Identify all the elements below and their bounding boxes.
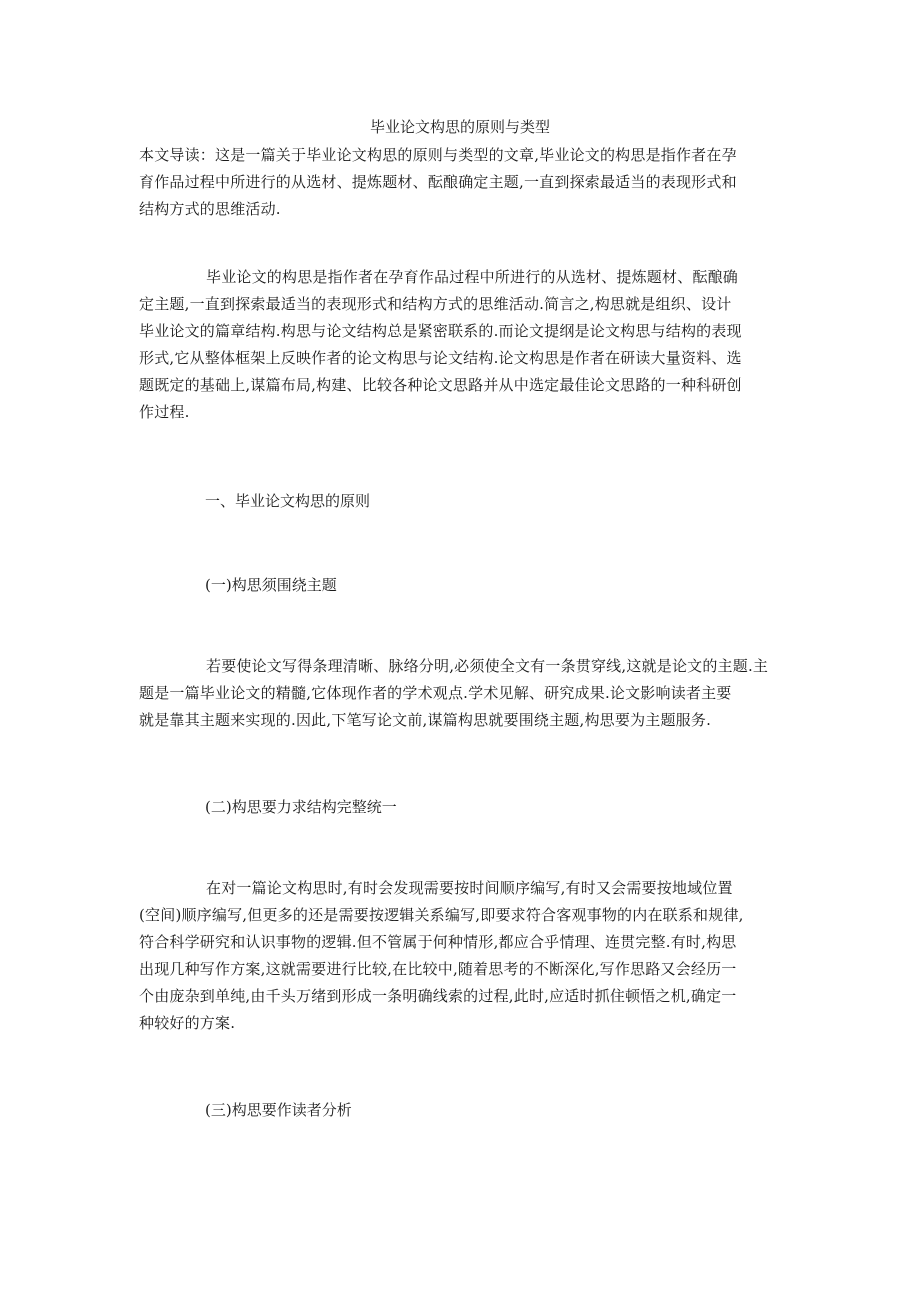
subsection-heading: (二)构思要力求结构完整统一 xyxy=(205,798,397,816)
intro-line: 结构方式的思维活动. xyxy=(139,200,281,218)
paragraph-line: 若要使论文写得条理清晰、脉络分明,必须使全文有一条贯穿线,这就是论文的主题.主 xyxy=(206,657,769,675)
paragraph-1 xyxy=(139,264,789,426)
subsection-2-paragraph xyxy=(139,875,789,1037)
paragraph-line: 题是一篇毕业论文的精髓,它体现作者的学术观点.学术见解、研究成果.论文影响读者主要 xyxy=(139,684,732,702)
paragraph-line: 定主题,一直到探索最适当的表现形式和结构方式的思维活动.简言之,构思就是组织、设计 xyxy=(139,295,732,313)
paragraph-line: 作过程. xyxy=(139,403,190,421)
intro-paragraph xyxy=(139,142,789,223)
paragraph-line: 符合科学研究和认识事物的逻辑.但不管属于何种情形,都应合乎情理、连贯完整.有时,构思 xyxy=(139,933,737,951)
subsection-1-paragraph xyxy=(139,653,789,734)
paragraph-line: 题既定的基础上,谋篇布局,构建、比较各种论文思路并从中选定最佳论文思路的一种科研创 xyxy=(139,376,742,394)
paragraph-line: 出现几种写作方案,这就需要进行比较,在比较中,随着思考的不断深化,写作思路又会经历一 xyxy=(139,960,737,978)
paragraph-line: 就是靠其主题来实现的.因此,下笔写论文前,谋篇构思就要围绕主题,构思要为主题服务. xyxy=(139,711,712,729)
paragraph-line: 形式,它从整体框架上反映作者的论文构思与论文结构.论文构思是作者在研读大量资料、选 xyxy=(139,349,742,367)
paragraph-line: 个由庞杂到单纯,由千头万绪到形成一条明确线索的过程,此时,应适时抓住顿悟之机,确定一 xyxy=(139,987,737,1005)
intro-line: 本文导读：这是一篇关于毕业论文构思的原则与类型的文章,毕业论文的构思是指作者在孕 xyxy=(139,146,737,164)
paragraph-line: 种较好的方案. xyxy=(139,1014,236,1032)
paragraph-line: 毕业论文的篇章结构.构思与论文结构总是紧密联系的.而论文提纲是论文构思与结构的表现 xyxy=(139,322,742,340)
subsection-heading: (一)构思须围绕主题 xyxy=(205,576,337,594)
paragraph-line: 在对一篇论文构思时,有时会发现需要按时间顺序编写,有时又会需要按地域位置 xyxy=(206,879,733,897)
subsection-heading: (三)构思要作读者分析 xyxy=(205,1101,352,1119)
paragraph-line: (空间)顺序编写,但更多的还是需要按逻辑关系编写,即要求符合客观事物的内在联系和规律, xyxy=(139,906,744,924)
document-title: 毕业论文构思的原则与类型 xyxy=(369,118,550,136)
section-heading: 一、毕业论文构思的原则 xyxy=(205,492,371,510)
intro-line: 育作品过程中所进行的从选材、提炼题材、酝酿确定主题,一直到探索最适当的表现形式和 xyxy=(139,173,737,191)
paragraph-line: 毕业论文的构思是指作者在孕育作品过程中所进行的从选材、提炼题材、酝酿确 xyxy=(206,268,739,286)
